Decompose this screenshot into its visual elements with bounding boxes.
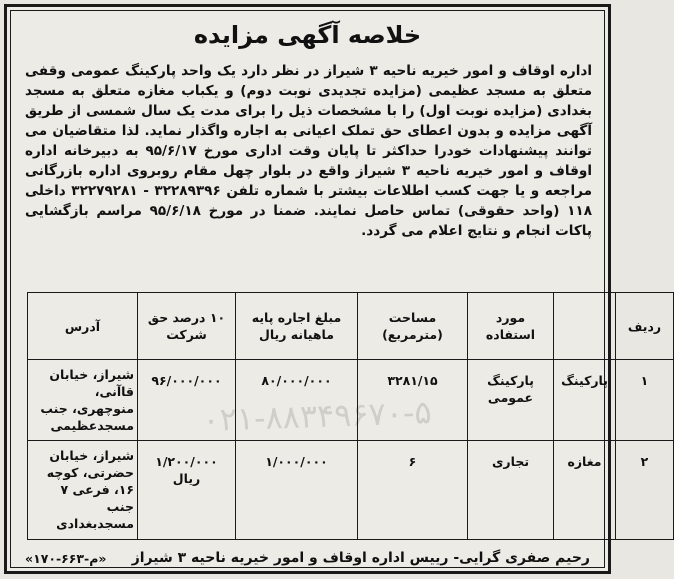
cell-row-number: ۱ [616,360,674,441]
auction-notice [4,4,662,574]
notice-footer [25,547,590,569]
cell-usage: پارکینگ عمومی [468,360,554,441]
header-guarantee: ۱۰ درصد حق شرکت [138,293,236,360]
signature: رحیم صفری گرایی- رییس اداره اوقاف و امور خیریه ناحیه ۳ شیراز [131,550,590,566]
cell-guarantee: ۹۶/۰۰۰/۰۰۰ [138,360,236,441]
table-header-row [28,293,674,360]
cell-item: پارکینگ [554,360,616,441]
auction-table [27,292,674,540]
cell-address: شیراز، خیابان حضرتی، کوچه ۱۶، فرعی ۷ جنب مسجدبغدادی [28,440,138,539]
header-usage: مورد استفاده [468,293,554,360]
header-rent: مبلغ اجاره پایه ماهیانه ریال [236,293,358,360]
cell-address: شیراز، خیابان قاآنی، منوچهری، جنب مسجدعظیمی [28,360,138,441]
notice-body: اداره اوقاف و امور خیریه ناحیه ۳ شیراز در نظر دارد یک واحد پارکینگ عمومی وقفی متعلق به مسجد عظیمی (مزایده تجدیدی نوبت دوم) و یکباب مغازه متعلق به مسجد بغدادی (مزایده نوبت اول) را با مشخصات ذیل را برای مدت یک سال شمسی از طریق آگهی مزایده و بدون اعطای حق تملک اعیانی به اجاره واگذار نماید. لذا متقاضیان می توانند پیشنهادات خودرا حداکثر تا پایان وقت اداری مورخ ۹۵/۶/۱۷ به دبیرخانه اداره اوقاف و امور خیریه ناحیه ۳ شیراز واقع در بلوار چهل مقام روبروی اداره بازرگانی مراجعه و یا جهت کسب اطلاعات بیشتر با شماره تلفن ۳۲۲۸۹۳۹۶ - ۳۲۲۷۹۲۸۱ داخلی ۱۱۸ (واحد حقوقی) تماس حاصل نمایند. ضمنا در مورخ ۹۵/۶/۱۸ مراسم بازگشایی پاکات انجام و نتایج اعلام می گردد. [25,63,593,239]
cell-usage: تجاری [468,440,554,539]
table-row [28,360,674,441]
table-row [28,440,674,539]
header-item [554,293,616,360]
cell-area: ۶ [358,440,468,539]
cell-rent: ۱/۰۰۰/۰۰۰ [236,440,358,539]
watermark-phone: ۰۲۱-۸۸۳۴۹۶۷۰-۵ [201,393,433,439]
cell-item: مغازه [554,440,616,539]
header-area: مساحت (مترمربع) [358,293,468,360]
header-row-number: ردیف [616,293,674,360]
notice-title: خلاصه آگهی مزایده [193,21,422,49]
cell-row-number: ۲ [616,440,674,539]
cell-area: ۳۲۸۱/۱۵ [358,360,468,441]
header-address: آدرس [28,293,138,360]
cell-rent: ۸۰/۰۰۰/۰۰۰ [236,360,358,441]
notice-code: «۱۷۰-۶۶۳-م» [25,550,107,566]
cell-guarantee: ۱/۲۰۰/۰۰۰ ریال [138,440,236,539]
